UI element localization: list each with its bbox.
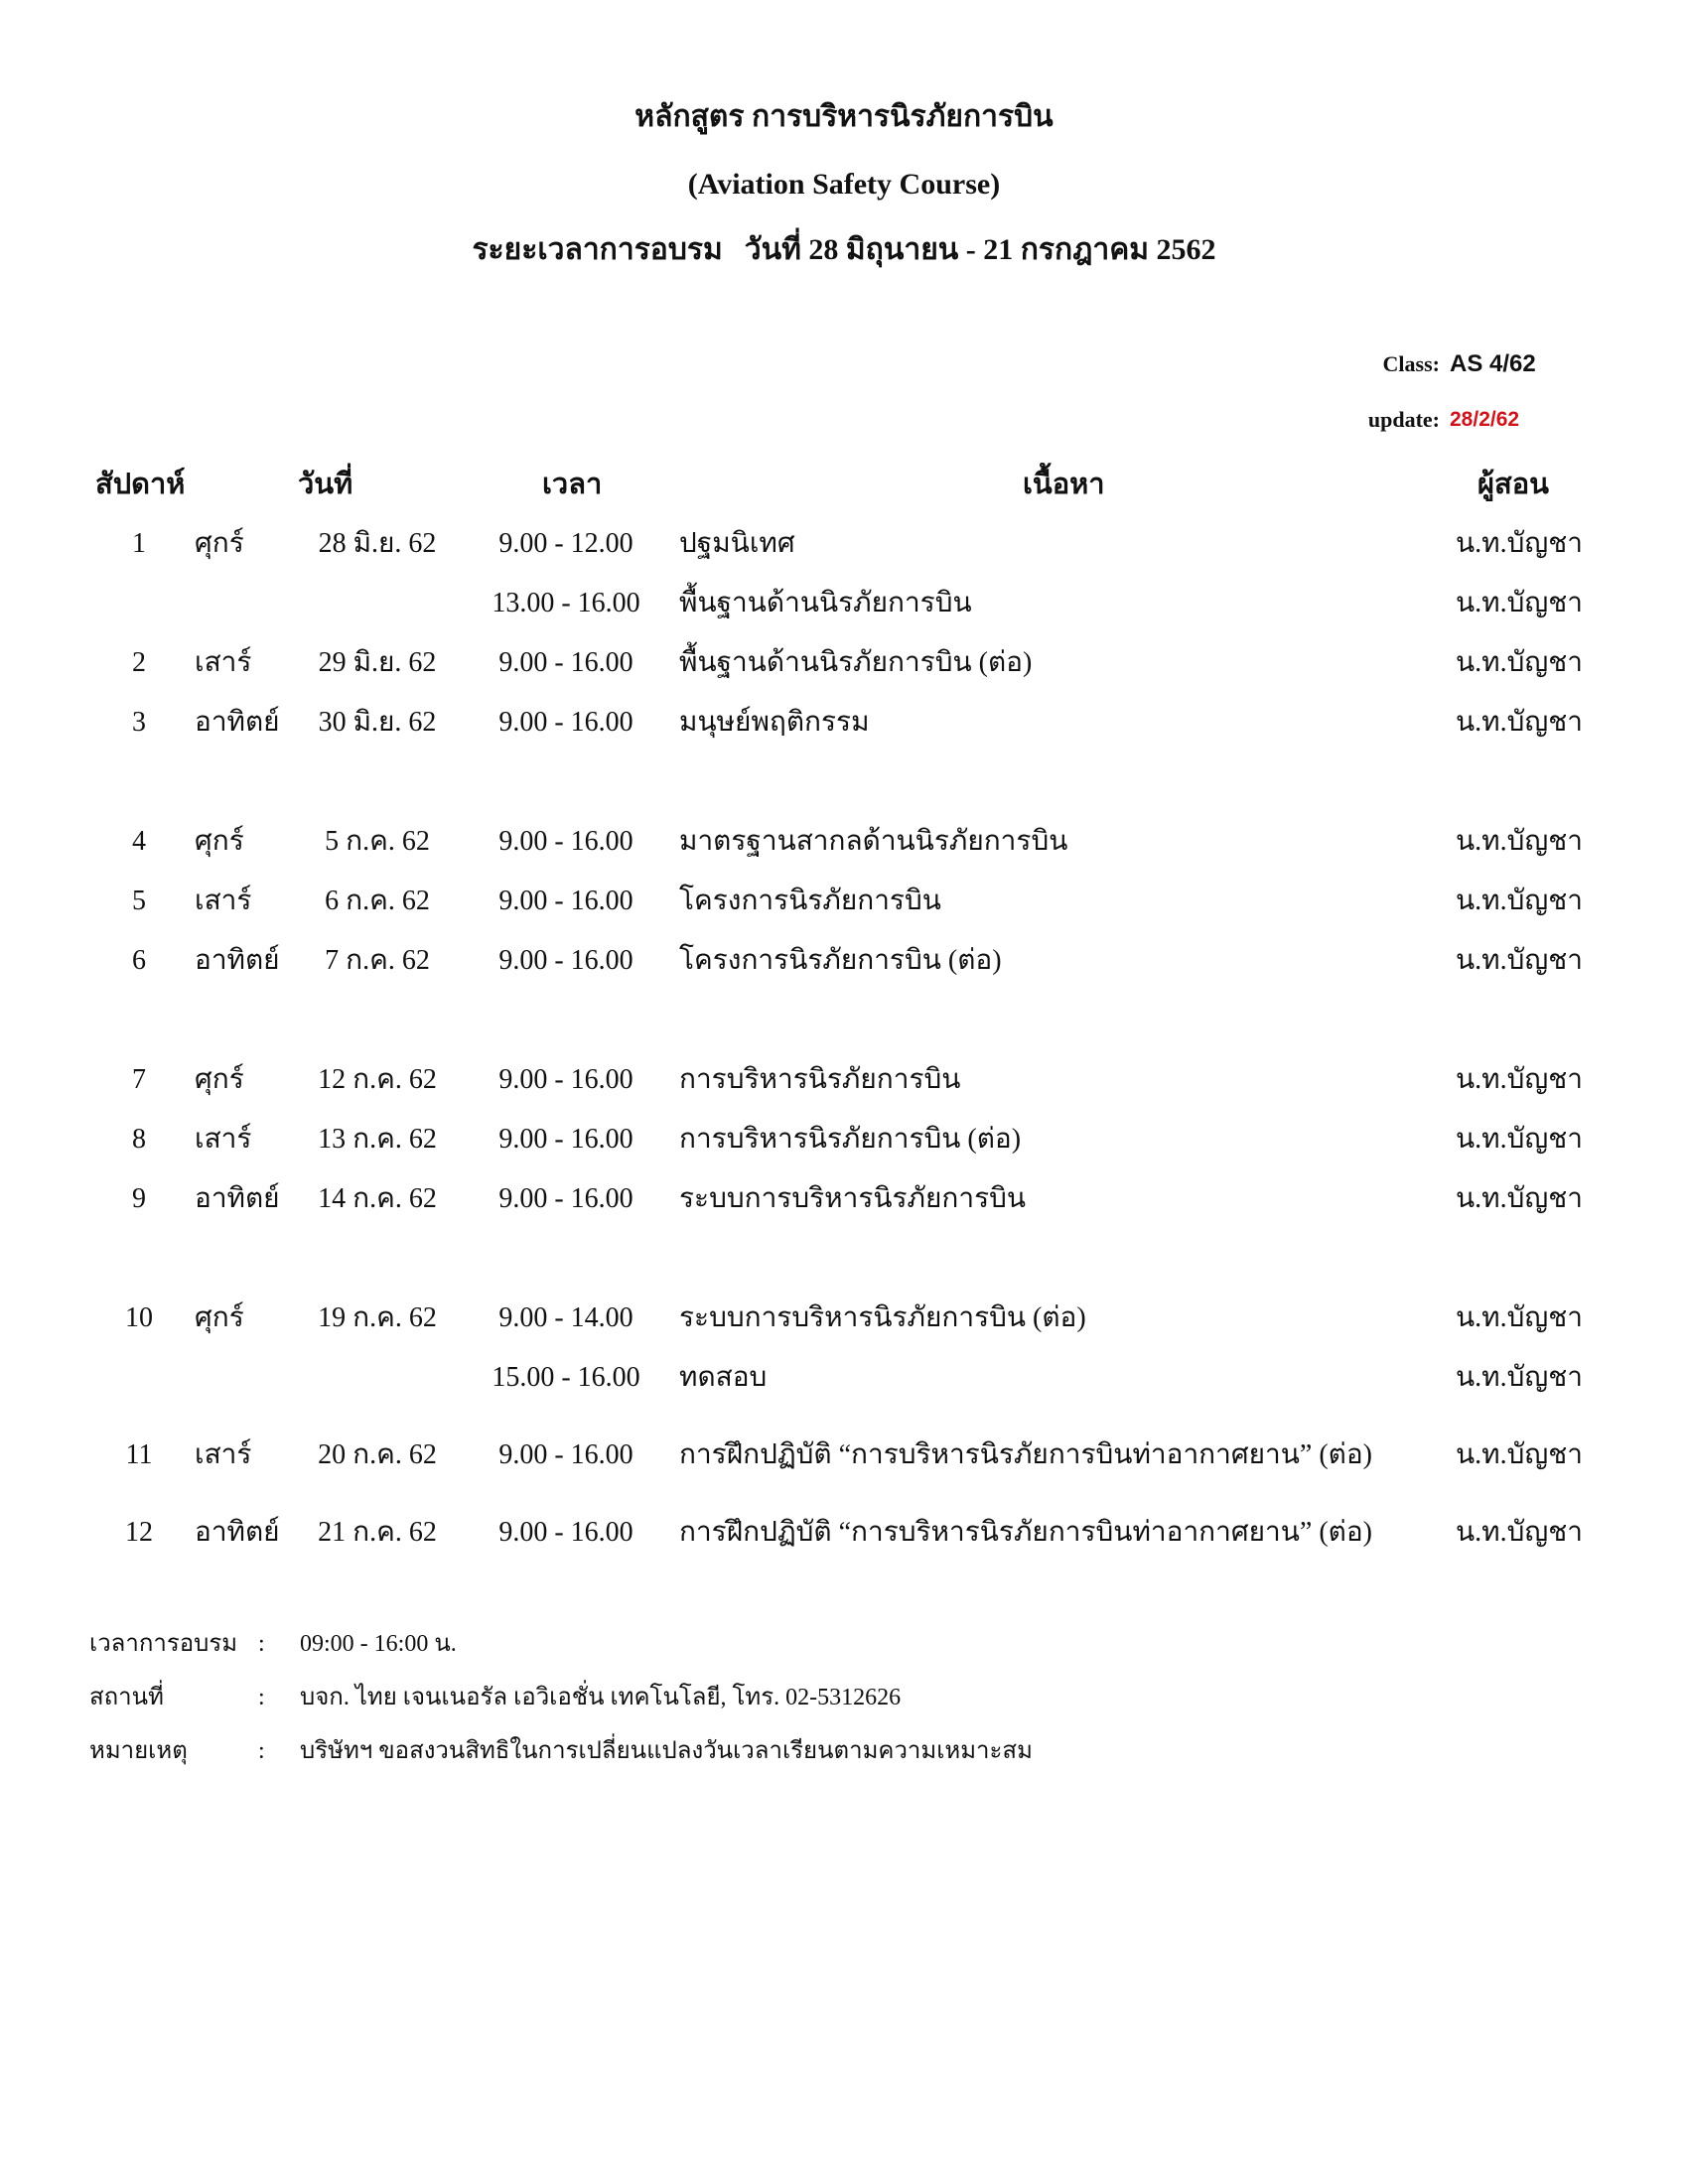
training-time-label: เวลาการอบรม [89,1631,238,1657]
row-instructor: น.ท.บัญชา [1456,1517,1583,1548]
row-week: 7 [132,1064,146,1095]
page-title: หลักสูตร การบริหารนิรภัยการบิน [634,100,1054,133]
row-date: 28 มิ.ย. 62 [318,528,437,559]
row-time: 9.00 - 16.00 [498,1517,633,1548]
row-instructor: น.ท.บัญชา [1456,886,1583,916]
row-time: 9.00 - 16.00 [498,886,633,916]
table-row [0,1435,1688,1475]
row-week: 3 [132,707,146,738]
row-content: ปฐมนิเทศ [679,528,795,559]
row-time: 9.00 - 16.00 [498,707,633,738]
note-label: หมายเหตุ [89,1738,188,1764]
row-week: 5 [132,886,146,916]
row-instructor: น.ท.บัญชา [1456,528,1583,559]
row-content: การบริหารนิรภัยการบิน (ต่อ) [679,1124,1022,1155]
row-content: การฝึกปฏิบัติ “การบริหารนิรภัยการบินท่าอากาศยาน” (ต่อ) [679,1517,1372,1548]
row-date: 19 ก.ค. 62 [318,1302,437,1333]
row-content: พื้นฐานด้านนิรภัยการบิน [679,588,972,618]
row-day: เสาร์ [195,886,252,916]
row-week: 4 [132,826,146,857]
table-row [0,1179,1688,1219]
separator: : [258,1738,265,1764]
row-day: ศุกร์ [195,826,244,857]
header-date: วันที่ [298,469,353,500]
row-day: ศุกร์ [195,528,244,559]
row-content: ระบบการบริหารนิรภัยการบิน [679,1183,1027,1214]
page-subtitle: (Aviation Safety Course) [687,168,1001,201]
row-day: อาทิตย์ [195,1517,280,1548]
row-date: 29 มิ.ย. 62 [318,647,437,678]
row-time: 9.00 - 16.00 [498,826,633,857]
table-row [0,822,1688,862]
row-instructor: น.ท.บัญชา [1456,1124,1583,1155]
row-instructor: น.ท.บัญชา [1456,826,1583,857]
row-day: ศุกร์ [195,1302,244,1333]
row-time: 9.00 - 16.00 [498,1064,633,1095]
row-date: 14 ก.ค. 62 [318,1183,437,1214]
row-day: อาทิตย์ [195,945,280,976]
table-row [0,643,1688,683]
row-day: เสาร์ [195,1124,252,1155]
header-time: เวลา [542,469,603,500]
location-line [0,1678,1688,1717]
row-instructor: น.ท.บัญชา [1456,1439,1583,1470]
row-content: พื้นฐานด้านนิรภัยการบิน (ต่อ) [679,647,1033,678]
header-instructor: ผู้สอน [1477,469,1549,500]
update-label: update: [1367,407,1440,432]
training-period-label: ระยะเวลาการอบรม [472,233,723,266]
row-time: 9.00 - 16.00 [498,1124,633,1155]
table-row [0,703,1688,743]
row-week: 8 [132,1124,146,1155]
training-period [0,230,1688,270]
update-value: 28/2/62 [1450,408,1520,431]
row-instructor: น.ท.บัญชา [1456,707,1583,738]
class-value: AS 4/62 [1450,350,1536,377]
separator: : [258,1685,265,1710]
row-instructor: น.ท.บัญชา [1456,1183,1583,1214]
row-time: 9.00 - 16.00 [498,647,633,678]
location-value: บจก. ไทย เจนเนอรัล เอวิเอชั่น เทคโนโลยี, โทร. 02-5312626 [300,1685,902,1710]
row-week: 11 [125,1439,153,1470]
row-instructor: น.ท.บัญชา [1456,647,1583,678]
row-content: การบริหารนิรภัยการบิน [679,1064,961,1095]
row-content: โครงการนิรภัยการบิน [679,886,941,916]
row-instructor: น.ท.บัญชา [1456,1362,1583,1393]
row-date: 6 ก.ค. 62 [325,886,430,916]
class-label: Class: [1382,351,1440,376]
row-week: 10 [125,1302,153,1333]
row-day: อาทิตย์ [195,1183,280,1214]
header-week: สัปดาห์ [95,469,186,500]
row-content: มนุษย์พฤติกรรม [679,707,870,738]
row-instructor: น.ท.บัญชา [1456,588,1583,618]
row-week: 6 [132,945,146,976]
training-time-value: 09:00 - 16:00 น. [300,1631,457,1657]
header-content: เนื้อหา [1023,469,1105,500]
row-date: 30 มิ.ย. 62 [318,707,437,738]
row-date: 12 ก.ค. 62 [318,1064,437,1095]
row-time: 9.00 - 12.00 [498,528,633,559]
row-time: 9.00 - 16.00 [498,1183,633,1214]
row-time: 13.00 - 16.00 [492,588,640,618]
row-instructor: น.ท.บัญชา [1456,1302,1583,1333]
row-content: ระบบการบริหารนิรภัยการบิน (ต่อ) [679,1302,1086,1333]
note-value: บริษัทฯ ขอสงวนสิทธิในการเปลี่ยนแปลงวันเวลาเรียนตามความเหมาะสม [300,1738,1033,1764]
table-row [0,584,1688,623]
row-week: 9 [132,1183,146,1214]
table-row [0,1513,1688,1553]
table-row [0,1120,1688,1160]
location-label: สถานที่ [89,1685,164,1710]
row-time: 9.00 - 16.00 [498,1439,633,1470]
row-week: 1 [132,528,146,559]
row-content: ทดสอบ [679,1362,768,1393]
table-row [0,1060,1688,1100]
table-row [0,941,1688,981]
training-period-dates: วันที่ 28 มิถุนายน - 21 กรกฎาคม 2562 [744,233,1216,266]
table-row [0,524,1688,564]
table-row [0,1298,1688,1338]
row-instructor: น.ท.บัญชา [1456,1064,1583,1095]
row-time: 9.00 - 14.00 [498,1302,633,1333]
row-instructor: น.ท.บัญชา [1456,945,1583,976]
row-date: 13 ก.ค. 62 [318,1124,437,1155]
row-day: เสาร์ [195,1439,252,1470]
separator: : [258,1631,265,1657]
row-day: เสาร์ [195,647,252,678]
training-time-line [0,1624,1688,1664]
table-row [0,882,1688,921]
row-time: 9.00 - 16.00 [498,945,633,976]
row-date: 5 ก.ค. 62 [325,826,430,857]
row-week: 2 [132,647,146,678]
row-day: อาทิตย์ [195,707,280,738]
table-row [0,1358,1688,1398]
row-date: 21 ก.ค. 62 [318,1517,437,1548]
row-day: ศุกร์ [195,1064,244,1095]
row-date: 7 ก.ค. 62 [325,945,430,976]
row-week: 12 [125,1517,153,1548]
row-content: โครงการนิรภัยการบิน (ต่อ) [679,945,1002,976]
note-line [0,1731,1688,1771]
row-content: การฝึกปฏิบัติ “การบริหารนิรภัยการบินท่าอากาศยาน” (ต่อ) [679,1439,1372,1470]
row-content: มาตรฐานสากลด้านนิรภัยการบิน [679,826,1068,857]
row-time: 15.00 - 16.00 [492,1362,640,1393]
row-date: 20 ก.ค. 62 [318,1439,437,1470]
